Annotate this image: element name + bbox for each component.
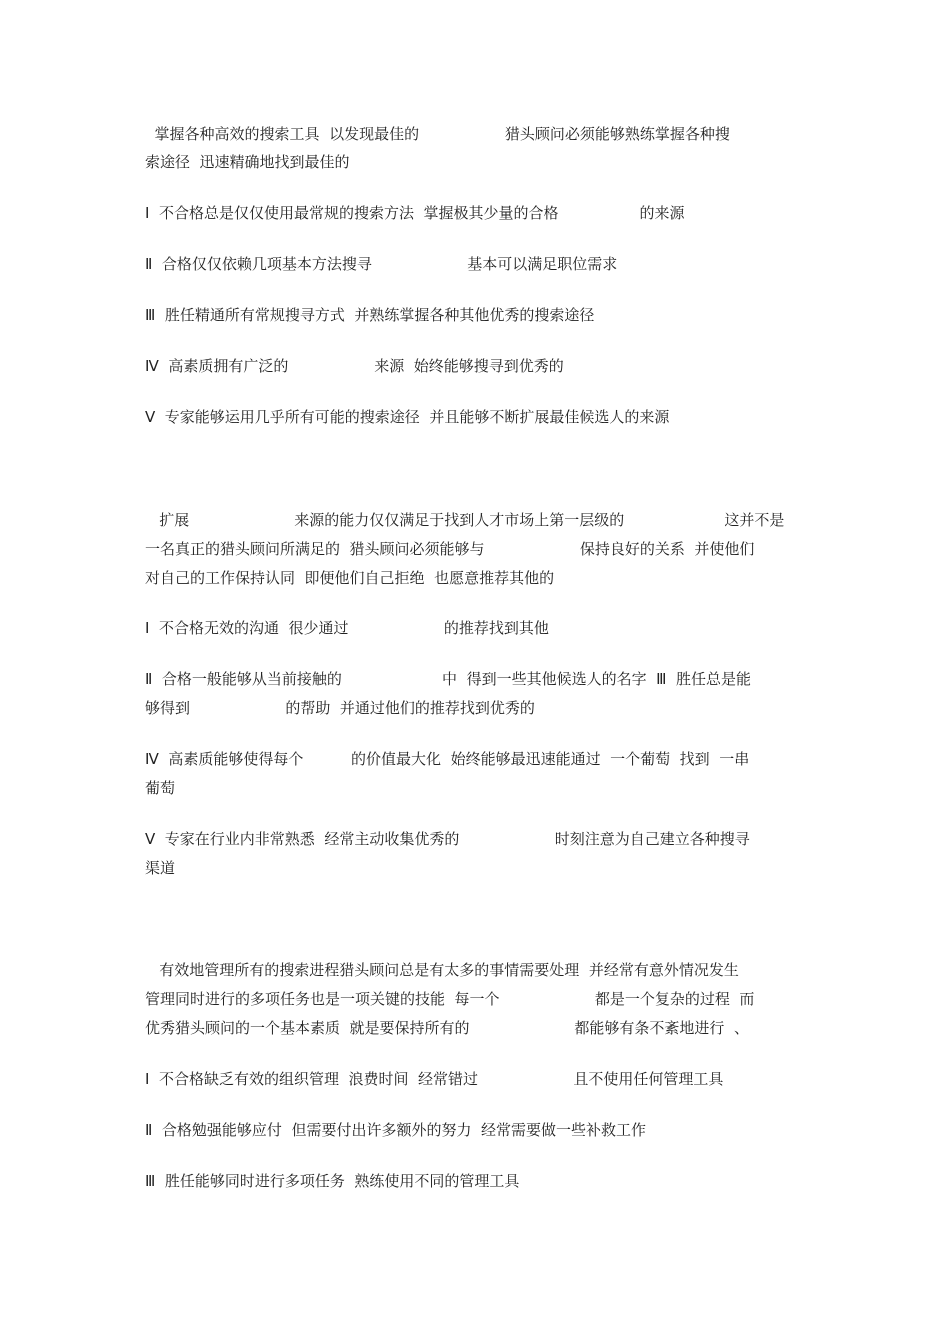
- paragraph-line: 管理同时进行的多项任务也是一项关键的技能 每一个 都是一个复杂的过程 而: [145, 990, 755, 1008]
- paragraph-line: 对自己的工作保持认同 即便他们自己拒绝 也愿意推荐其他的: [145, 569, 555, 587]
- level-item: 渠道: [145, 859, 176, 877]
- level-item: Ⅲ 胜任精通所有常规搜寻方式 并熟练掌握各种其他优秀的搜索途径: [145, 306, 595, 324]
- level-item: Ⅳ 高素质能够使得每个 的价值最大化 始终能够最迅速能通过 一个葡萄 找到 一串: [145, 750, 750, 768]
- paragraph-line: 掌握各种高效的搜索工具 以发现最佳的 猎头顾问必须能够熟练掌握各种搜: [145, 125, 730, 143]
- level-item: Ⅳ 高素质拥有广泛的 来源 始终能够搜寻到优秀的: [145, 357, 564, 375]
- level-item: Ⅰ 不合格总是仅仅使用最常规的搜索方法 掌握极其少量的合格 的来源: [145, 204, 685, 222]
- paragraph-line: 有效地管理所有的搜索进程猎头顾问总是有太多的事情需要处理 并经常有意外情况发生: [145, 961, 739, 979]
- level-item: Ⅱ 合格勉强能够应付 但需要付出许多额外的努力 经常需要做一些补救工作: [145, 1121, 646, 1139]
- paragraph-line: 一名真正的猎头顾问所满足的 猎头顾问必须能够与 保持良好的关系 并使他们: [145, 540, 755, 558]
- level-item: Ⅰ 不合格无效的沟通 很少通过 的推荐找到其他: [145, 619, 549, 637]
- level-item: Ⅱ 合格仅仅依赖几项基本方法搜寻 基本可以满足职位需求: [145, 255, 618, 273]
- level-item: Ⅴ 专家在行业内非常熟悉 经常主动收集优秀的 时刻注意为自己建立各种搜寻: [145, 830, 750, 848]
- paragraph-line: 扩展 来源的能力仅仅满足于找到人才市场上第一层级的 这并不是: [145, 511, 785, 529]
- level-item: 够得到 的帮助 并通过他们的推荐找到优秀的: [145, 699, 535, 717]
- level-item: Ⅲ 胜任能够同时进行多项任务 熟练使用不同的管理工具: [145, 1172, 520, 1190]
- paragraph-line: 索途径 迅速精确地找到最佳的: [145, 153, 350, 171]
- level-item: Ⅴ 专家能够运用几乎所有可能的搜索途径 并且能够不断扩展最佳候选人的来源: [145, 408, 670, 426]
- paragraph-line: 优秀猎头顾问的一个基本素质 就是要保持所有的 都能够有条不紊地进行 、: [145, 1019, 749, 1037]
- level-item: 葡萄: [145, 779, 176, 797]
- level-item: Ⅰ 不合格缺乏有效的组织管理 浪费时间 经常错过 且不使用任何管理工具: [145, 1070, 724, 1088]
- level-item: Ⅱ 合格一般能够从当前接触的 中 得到一些其他候选人的名字 Ⅲ 胜任总是能: [145, 670, 752, 688]
